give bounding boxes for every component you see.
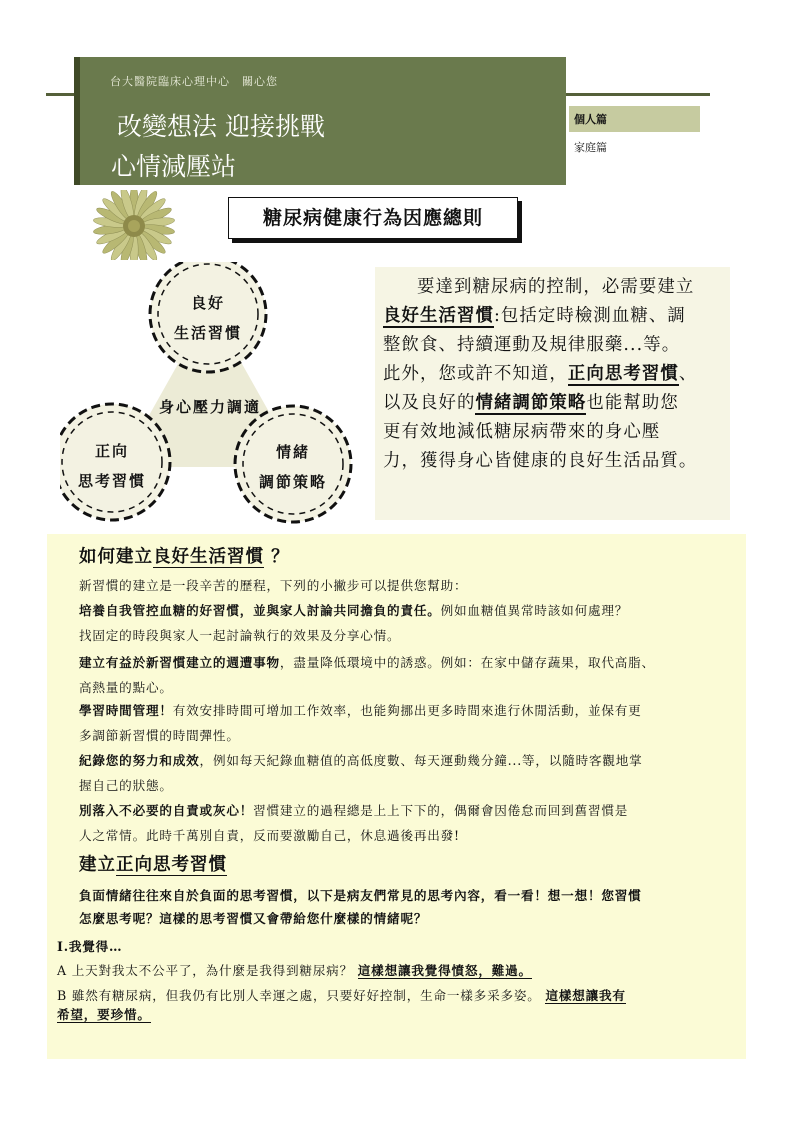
- answer-b-cont: [57, 1004, 151, 1023]
- tip-2-cont: 高熱量的點心。: [79, 680, 173, 695]
- diagram-left-label-1: 正向: [94, 442, 129, 460]
- tip-4-text: ，例如每天紀錄血糖值的高低度數、每天運動幾分鐘...等，以隨時客觀地掌: [199, 753, 643, 768]
- emphasis-emotion-regulation: 情緒調節策略: [475, 393, 587, 413]
- tip-4-cont: 握自己的狀態。: [79, 778, 173, 793]
- intro-text: :包括定時檢測血糖、調: [493, 306, 686, 326]
- tip-5: [79, 800, 628, 819]
- tip-3-text: 有效安排時間可增加工作效率，也能夠挪出更多時間來進行休閒活動，並保有更: [172, 703, 642, 718]
- header-title-line1: 改變想法 迎接挑戰: [117, 112, 325, 141]
- section2-paragraph-line2: 怎麼思考呢？這樣的思考習慣又會帶給您什麼樣的情緒呢？: [79, 911, 428, 926]
- tip-2-bold: 建立有益於新習慣建立的週遭事物: [79, 655, 280, 670]
- intro-text: 此外，您或許不知道，: [383, 364, 568, 384]
- answer-b-feeling-cont: 希望，要珍惜。: [57, 1007, 151, 1022]
- section2-heading: [79, 851, 227, 876]
- question-label: I.我覺得…: [57, 939, 123, 954]
- daisy-flower-image: [76, 190, 188, 260]
- answer-a-feeling: 這樣想讓我覺得憤怒，難過。: [357, 963, 532, 978]
- answer-b: [57, 985, 626, 1004]
- intro-line: 要達到糖尿病的控制，必需要建立: [417, 277, 695, 297]
- intro-line: [383, 389, 730, 418]
- intro-line: 整飲食、持續運動及規律服藥...等。: [383, 335, 681, 355]
- header-title-line2: 心情減壓站: [111, 152, 237, 181]
- document-title: 糖尿病健康行為因應總則: [228, 197, 518, 239]
- intro-paragraph: [375, 267, 730, 520]
- section1-heading-text: ？: [264, 547, 290, 567]
- answer-b-text: B 雖然有糖尿病，但我仍有比別人幸運之處，只要好好控制，生命一樣多采多姿。: [57, 988, 546, 1003]
- intro-text: 也能幫助您: [586, 393, 679, 413]
- tip-2-text: ，盡量降低環境中的誘惑。例如：在家中儲存蔬果，取代高脂、: [279, 655, 655, 670]
- intro-text: 以及良好的: [383, 393, 476, 413]
- section1-heading-text: 如何建立: [79, 547, 153, 567]
- section2-heading-emphasis: 正向思考習慣: [116, 855, 227, 875]
- answer-b-feeling: 這樣想讓我有: [545, 988, 626, 1003]
- tip-1: [79, 600, 628, 619]
- section1-heading-emphasis: 良好生活習慣: [153, 547, 264, 567]
- tip-1-bold: 培養自我管控血糖的好習慣，並與家人討論共同擔負的責任。: [79, 603, 441, 618]
- side-menu-item-personal[interactable]: 個人篇: [569, 106, 700, 132]
- header-subtitle: 台大醫院臨床心理中心 關心您: [110, 75, 278, 88]
- diagram-right-label-1: 情緒: [275, 443, 310, 461]
- diagram-top-label-2: 生活習慣: [173, 324, 242, 342]
- intro-line: 更有效地減低糖尿病帶來的身心壓: [383, 422, 661, 442]
- tip-4: [79, 750, 643, 769]
- tip-1-text: 例如血糖值異常時該如何處理？: [440, 603, 629, 618]
- intro-text: 、: [678, 364, 698, 384]
- diagram-left-label-2: 思考習慣: [77, 472, 146, 490]
- intro-line: 力，獲得身心皆健康的良好生活品質。: [383, 451, 698, 471]
- tip-3: [79, 700, 642, 719]
- tip-4-bold: 紀錄您的努力和成效: [79, 753, 200, 768]
- intro-line: [383, 302, 730, 331]
- tip-5-cont: 人之常情。此時千萬別自責，反而要激勵自己，休息過後再出發!: [79, 828, 460, 843]
- diagram-right-label-2: 調節策略: [258, 473, 327, 491]
- emphasis-good-habits: 良好生活習慣: [383, 306, 494, 326]
- emphasis-positive-thinking: 正向思考習慣: [567, 364, 679, 384]
- side-menu-item-family[interactable]: 家庭篇: [574, 141, 607, 154]
- tip-5-bold: 別落入不必要的自責或灰心！: [79, 803, 254, 818]
- section2-heading-text: 建立: [79, 855, 116, 875]
- section1-intro: 新習慣的建立是一段辛苦的歷程，下列的小撇步可以提供您幫助：: [79, 578, 468, 593]
- answer-a: [57, 960, 532, 979]
- diagram-top-label-1: 良好: [190, 294, 225, 312]
- tip-5-text: 習慣建立的過程總是上上下下的，偶爾會因倦怠而回到舊習慣是: [253, 803, 629, 818]
- tip-3-cont: 多調節新習慣的時間彈性。: [79, 728, 240, 743]
- diagram-center-label: 身心壓力調適: [158, 398, 261, 416]
- tips-panel: [47, 534, 746, 1059]
- section2-paragraph-line1: 負面情緒往往來自於負面的思考習慣，以下是病友們常見的思考內容，看一看！想一想！您習慣: [79, 888, 642, 903]
- tip-3-bold: 學習時間管理！: [79, 703, 173, 718]
- habits-diagram: [60, 262, 360, 532]
- tip-2: [79, 652, 655, 671]
- section1-heading: [79, 543, 290, 568]
- tip-1-cont: 找固定的時段與家人一起討論執行的效果及分享心情。: [79, 628, 401, 643]
- intro-line: [383, 360, 730, 389]
- answer-a-text: A 上天對我太不公平了，為什麼是我得到糖尿病？: [57, 963, 358, 978]
